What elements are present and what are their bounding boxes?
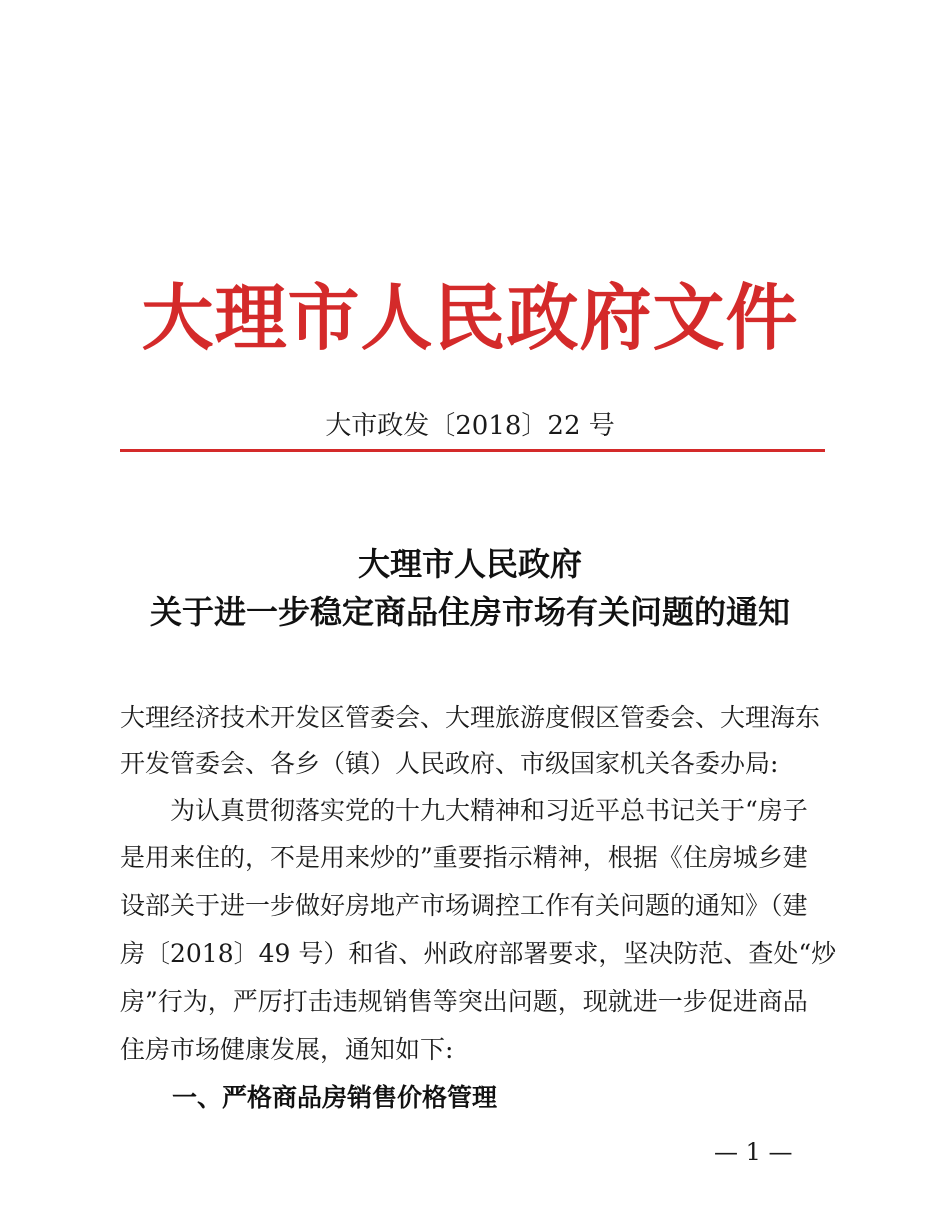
red-divider-line [120,449,825,452]
recipients-line-1: 大理经济技术开发区管委会、大理旅游度假区管委会、大理海东 [120,703,821,732]
document-masthead: 大理市人民政府文件 [141,275,799,360]
document-title-issuer: 大理市人民政府 [357,545,582,583]
paragraph-line-6: 住房市场健康发展，通知如下: [120,1035,454,1064]
recipients-line-2: 开发管委会、各乡（镇）人民政府、市级国家机关各委办局: [120,749,779,778]
document-number: 大市政发〔2018〕22 号 [325,411,615,441]
paragraph-line-5: 房”行为，严厉打击违规销售等突出问题，现就进一步促进商品 [120,987,808,1016]
paragraph-line-3: 设部关于进一步做好房地产市场调控工作有关问题的通知》（建 [120,891,808,920]
paragraph-line-4: 房〔2018〕49 号）和省、州政府部署要求，坚决防范、查处“炒 [120,939,837,968]
paragraph-line-1: 为认真贯彻落实党的十九大精神和习近平总书记关于“房子 [120,796,808,825]
document-title-subject: 关于进一步稳定商品住房市场有关问题的通知 [149,593,790,631]
section-heading-1: 一、严格商品房销售价格管理 [172,1083,498,1112]
paragraph-line-2: 是用来住的，不是用来炒的”重要指示精神，根据《住房城乡建 [120,843,808,872]
page-number: — 1 — [714,1138,793,1166]
